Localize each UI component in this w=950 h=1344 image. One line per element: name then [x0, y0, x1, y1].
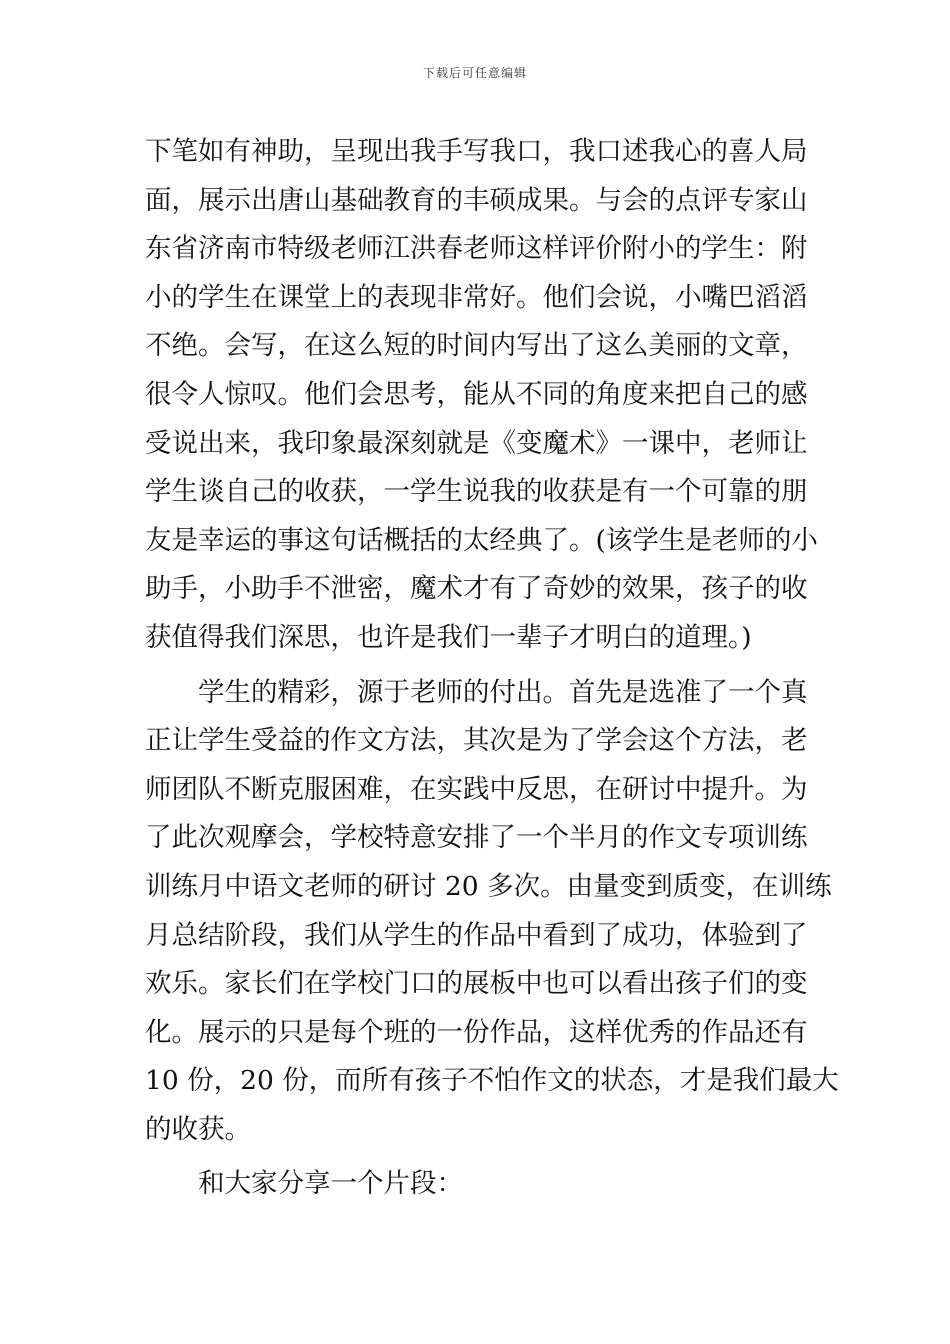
document-body — [145, 128, 839, 1209]
text-line: 友是幸运的事这句话概括的太经典了。(该学生是老师的小 — [145, 524, 818, 556]
paragraph — [145, 669, 839, 1155]
text-line: 欢乐。家长们在学校门口的展板中也可以看出孩子们的变 — [145, 968, 808, 1000]
paragraph — [145, 1160, 807, 1209]
text-line: 下笔如有神助，呈现出我手写我口，我口述我心的喜人局 — [145, 136, 808, 167]
text-line: 学生谈自己的收获，一学生说我的收获是有一个可靠的朋 — [145, 476, 808, 508]
text-line: 不绝。会写，在这么短的时间内写出了这么美丽的文章， — [145, 330, 808, 362]
text-line: 师团队不断克服困难，在实践中反思，在研讨中提升。为 — [145, 773, 808, 805]
text-line: 化。展示的只是每个班的一份作品，这样优秀的作品还有 — [145, 1016, 808, 1048]
text-line: 和大家分享一个片段： — [198, 1168, 463, 1200]
text-line: 助手，小助手不泄密，魔术才有了奇妙的效果，孩子的收 — [145, 573, 808, 605]
text-line: 面，展示出唐山基础教育的丰硕成果。与会的点评专家山 — [145, 184, 808, 216]
text-line: 了此次观摩会，学校特意安排了一个半月的作文专项训练 — [145, 822, 808, 854]
text-line: 学生的精彩，源于老师的付出。首先是选准了一个真 — [198, 676, 808, 708]
page-header: 下载后可任意编辑 — [422, 66, 527, 80]
text-line: 训练月中语文老师的研讨 20 多次。由量变到质变，在训练 — [145, 870, 832, 902]
paragraph — [145, 128, 818, 663]
text-line: 的收获。 — [145, 1113, 251, 1145]
text-line: 很令人惊叹。他们会思考，能从不同的角度来把自己的感 — [145, 378, 808, 410]
text-line: 正让学生受益的作文方法，其次是为了学会这个方法，老 — [145, 725, 808, 757]
text-line: 10 份，20 份，而所有孩子不怕作文的状态，才是我们最大 — [145, 1065, 839, 1097]
text-line: 获值得我们深思，也许是我们一辈子才明白的道理。) — [145, 621, 752, 653]
text-line: 东省济南市特级老师江洪春老师这样评价附小的学生：附 — [145, 233, 808, 265]
text-line: 月总结阶段，我们从学生的作品中看到了成功，体验到了 — [145, 919, 808, 951]
text-line: 小的学生在课堂上的表现非常好。他们会说，小嘴巴滔滔 — [145, 281, 808, 313]
text-line: 受说出来，我印象最深刻就是《变魔术》一课中，老师让 — [145, 427, 808, 459]
